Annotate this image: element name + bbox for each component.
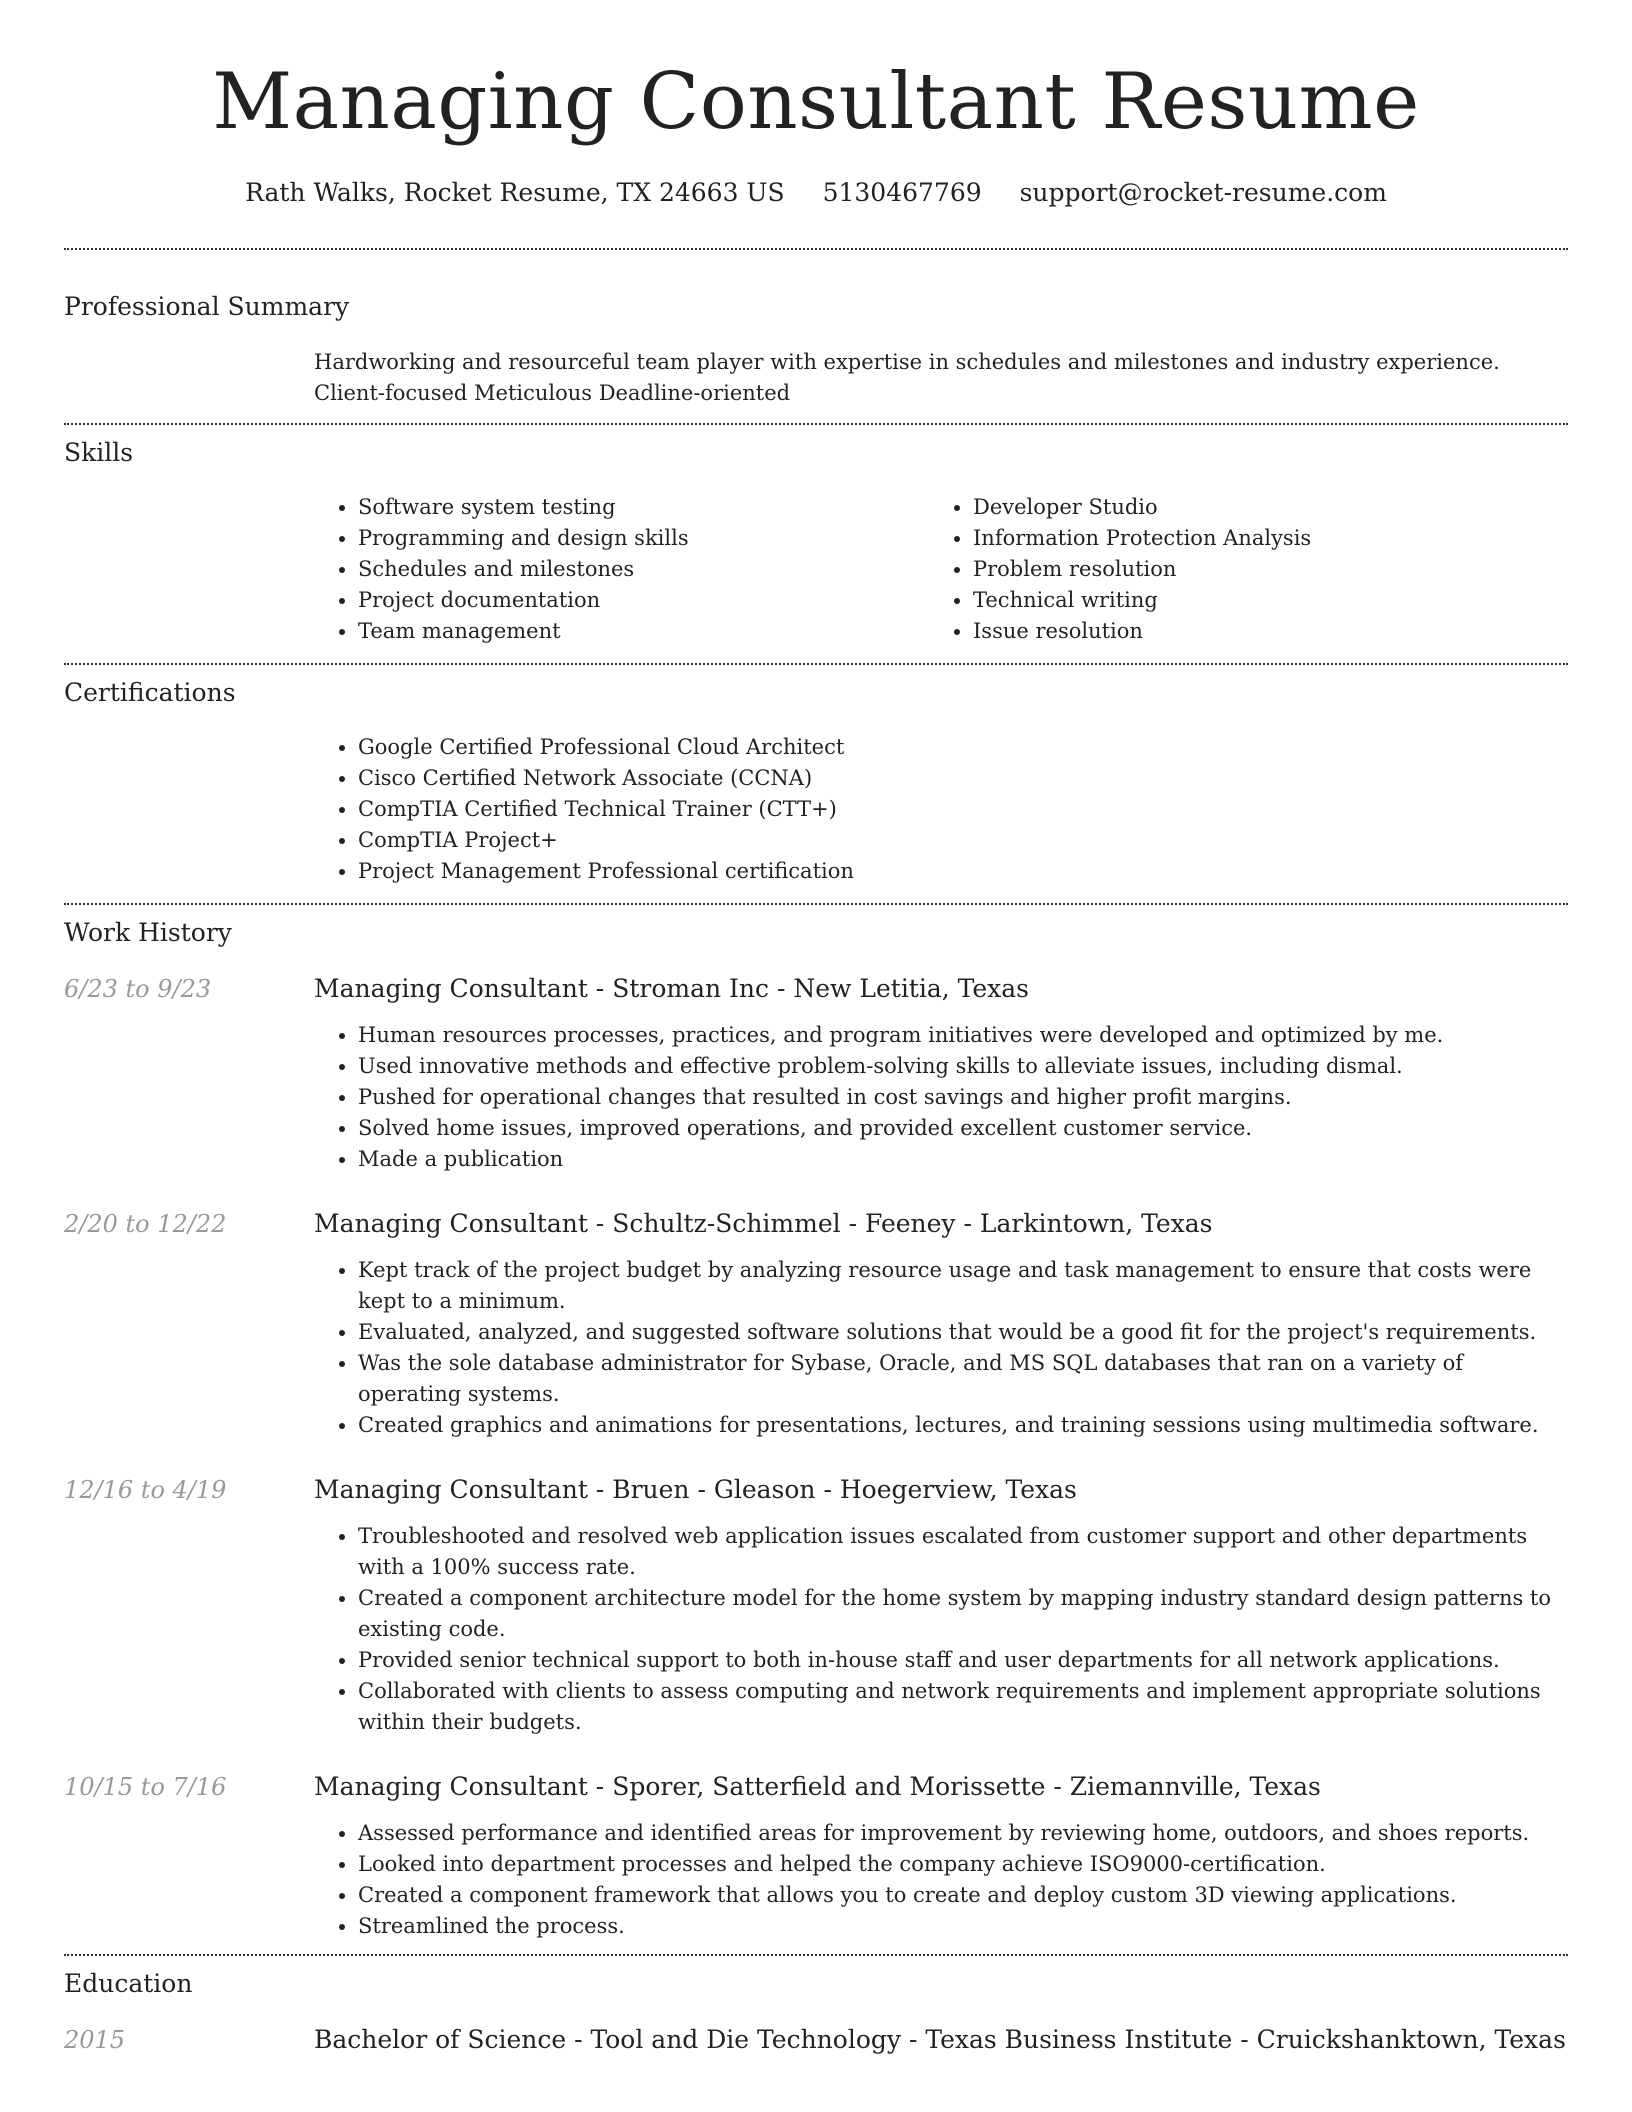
contact-address: Rath Walks, Rocket Resume, TX 24663 US: [245, 178, 785, 207]
job-dates: 2/20 to 12/22: [64, 1210, 227, 1238]
contact-phone: 5130467769: [822, 178, 982, 207]
certification-item: • Cisco Certified Network Associate (CCNA): [358, 763, 1568, 794]
job-bullet: • Assessed performance and identified areas for improvement by reviewing home, outdoors, and shoes reports.: [358, 1818, 1568, 1849]
job-title: Managing Consultant - Bruen - Gleason - Hoegerview, Texas: [314, 1475, 1077, 1504]
job-title: Managing Consultant - Schultz-Schimmel - Feeney - Larkintown, Texas: [314, 1209, 1213, 1238]
job-title: Managing Consultant - Sporer, Satterfield and Morissette - Ziemannville, Texas: [314, 1772, 1321, 1801]
skills-heading: Skills: [64, 438, 134, 467]
job-dates: 6/23 to 9/23: [64, 975, 212, 1003]
certifications-section: [64, 665, 1568, 903]
job-bullet: • Evaluated, analyzed, and suggested software solutions that would be a good fit for the project's requirements.: [358, 1317, 1568, 1348]
certification-item: • Project Management Professional certification: [358, 856, 1568, 887]
job-bullet: • Pushed for operational changes that resulted in cost savings and higher profit margins.: [358, 1082, 1568, 1113]
contact-email[interactable]: support@rocket-resume.com: [1019, 178, 1387, 207]
skill-item: • Information Protection Analysis: [973, 523, 1544, 554]
education-section: [64, 1956, 1568, 2057]
job-entry: [64, 1473, 1568, 1738]
certifications-list: [314, 732, 1568, 887]
certification-item: • Google Certified Professional Cloud Architect: [358, 732, 1568, 763]
skills-column-right: [929, 492, 1544, 647]
summary-heading: Professional Summary: [64, 292, 350, 321]
job-bullet: • Kept track of the project budget by analyzing resource usage and task management to ensure that costs were kept to a minimum.: [358, 1255, 1568, 1317]
job-bullet: • Human resources processes, practices, and program initiatives were developed and optimized by me.: [358, 1020, 1568, 1051]
skill-item: • Schedules and milestones: [358, 554, 929, 585]
job-bullet: • Created a component architecture model for the home system by mapping industry standard design patterns to existing code.: [358, 1583, 1568, 1645]
skill-item: • Project documentation: [358, 585, 929, 616]
job-dates: 10/15 to 7/16: [64, 1773, 227, 1801]
job-bullet: • Created graphics and animations for presentations, lectures, and training sessions using multimedia software.: [358, 1410, 1568, 1441]
education-title: Bachelor of Science - Tool and Die Technology - Texas Business Institute - Cruickshanktown, Texas: [314, 2025, 1566, 2054]
skill-item: • Issue resolution: [973, 616, 1544, 647]
summary-text: Hardworking and resourceful team player with expertise in schedules and milestones and industry experience. Client-focused Meticulous Deadline-oriented: [314, 350, 1500, 405]
job-bullet: • Collaborated with clients to assess computing and network requirements and implement appropriate solutions within their budgets.: [358, 1676, 1568, 1738]
job-bullets: [314, 1521, 1568, 1738]
job-bullet: • Was the sole database administrator for Sybase, Oracle, and MS SQL databases that ran on a variety of operating systems.: [358, 1348, 1568, 1410]
job-bullet: • Provided senior technical support to both in-house staff and user departments for all network applications.: [358, 1645, 1568, 1676]
job-entry: [64, 1770, 1568, 1942]
work-history-heading: Work History: [64, 918, 232, 947]
skill-item: • Problem resolution: [973, 554, 1544, 585]
skills-grid: [314, 492, 1568, 647]
page-title: Managing Consultant Resume: [212, 57, 1420, 147]
education-heading: Education: [64, 1969, 193, 1998]
job-bullet: • Created a component framework that allows you to create and deploy custom 3D viewing applications.: [358, 1880, 1568, 1911]
job-entry: [64, 972, 1568, 1175]
work-history-section: [64, 905, 1568, 1954]
summary-section: [64, 250, 1568, 423]
skill-item: • Technical writing: [973, 585, 1544, 616]
job-title: Managing Consultant - Stroman Inc - New Letitia, Texas: [314, 974, 1030, 1003]
certification-item: • CompTIA Certified Technical Trainer (CTT+): [358, 794, 1568, 825]
job-bullet: • Looked into department processes and helped the company achieve ISO9000-certification.: [358, 1849, 1568, 1880]
job-bullet: • Used innovative methods and effective problem-solving skills to alleviate issues, including dismal.: [358, 1051, 1568, 1082]
job-bullets: [314, 1818, 1568, 1942]
education-year: 2015: [64, 2026, 126, 2054]
job-entry: [64, 1207, 1568, 1441]
skill-item: • Team management: [358, 616, 929, 647]
skill-item: • Programming and design skills: [358, 523, 929, 554]
certification-item: • CompTIA Project+: [358, 825, 1568, 856]
job-bullet: • Troubleshooted and resolved web application issues escalated from customer support and other departments with a 100% success rate.: [358, 1521, 1568, 1583]
skill-item: • Software system testing: [358, 492, 929, 523]
contact-line: [64, 176, 1568, 210]
job-bullets: [314, 1020, 1568, 1175]
job-bullet: • Solved home issues, improved operations, and provided excellent customer service.: [358, 1113, 1568, 1144]
job-bullet: • Made a publication: [358, 1144, 1568, 1175]
job-bullet: • Streamlined the process.: [358, 1911, 1568, 1942]
job-bullets: [314, 1255, 1568, 1441]
job-dates: 12/16 to 4/19: [64, 1476, 227, 1504]
skill-item: • Developer Studio: [973, 492, 1544, 523]
certifications-heading: Certifications: [64, 678, 236, 707]
education-entry: [64, 2023, 1568, 2057]
skills-section: [64, 425, 1568, 663]
skills-column-left: [314, 492, 929, 647]
